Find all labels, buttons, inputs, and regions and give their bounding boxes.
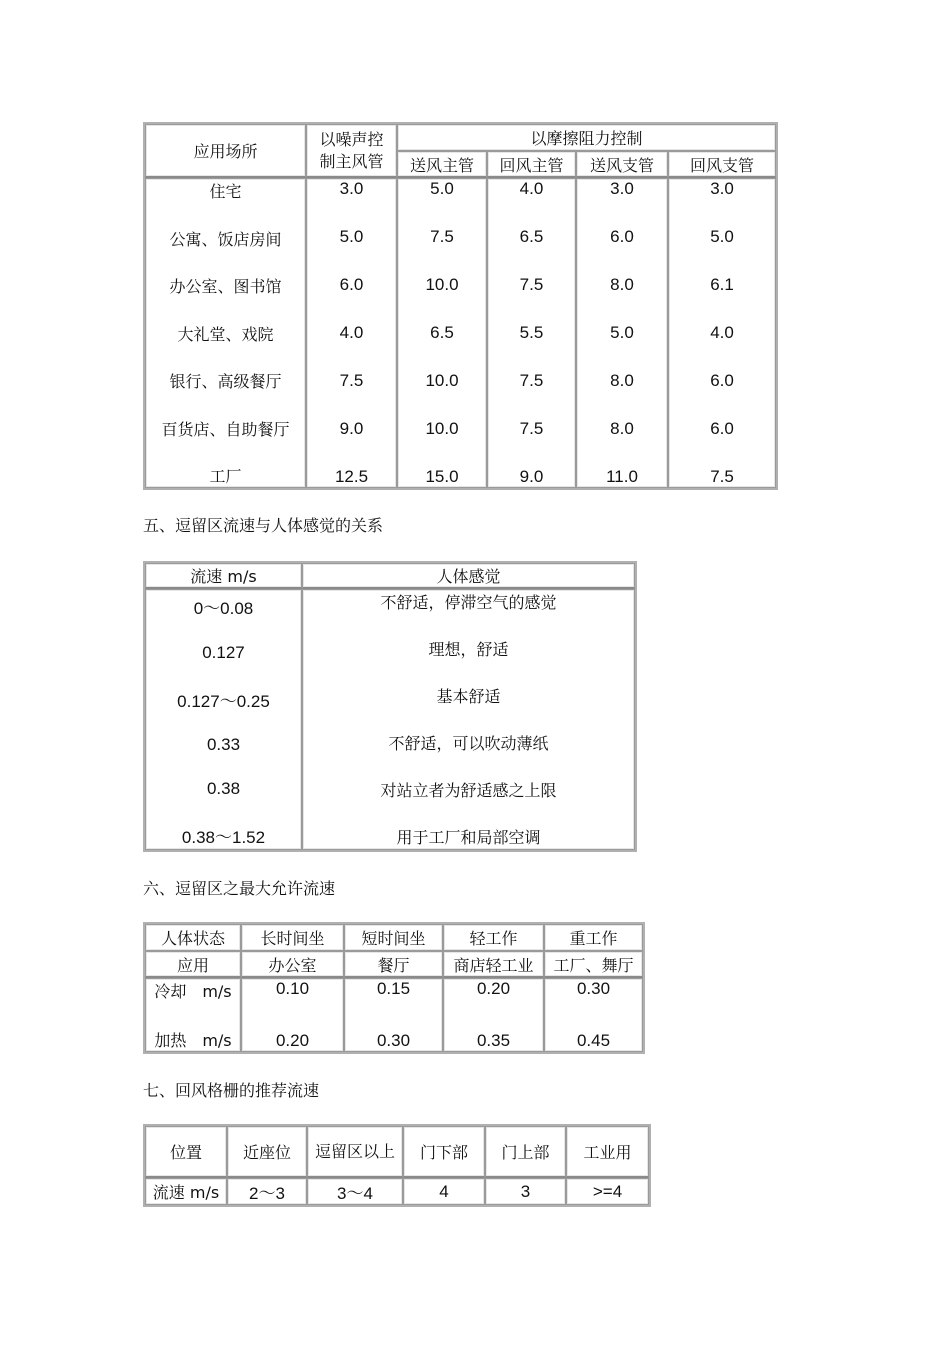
cooling-value: 0.20 — [476, 979, 511, 998]
heavy-work-header: 重工作 — [544, 924, 643, 951]
return-main-value: 4.0 — [519, 179, 544, 198]
restaurant-values — [344, 978, 443, 1052]
supply-main-value: 5.0 — [430, 179, 454, 198]
supply-branch-value: 3.0 — [610, 179, 634, 198]
section7-title: 七、回风格栅的推荐流速 — [143, 1081, 320, 1100]
factory-values — [544, 978, 643, 1052]
supply-main-value: 7.5 — [430, 227, 454, 246]
supply-branch-value: 6.0 — [610, 227, 634, 246]
door-upper-header: 门上部 — [485, 1126, 566, 1178]
feeling-header: 人体感觉 — [302, 563, 635, 589]
venue-cell: 银行、高级餐厅 — [169, 372, 282, 391]
supply-branch-value: 5.0 — [610, 323, 634, 342]
return-branch-value: 5.0 — [710, 227, 734, 246]
return-branch-header: 回风支管 — [668, 151, 776, 178]
above-occupied-zone-header — [307, 1126, 403, 1178]
industrial-header: 工业用 — [566, 1126, 649, 1178]
door-lower-header: 门下部 — [403, 1126, 485, 1178]
supply-main-value: 10.0 — [425, 275, 459, 294]
supply-main-header: 送风主管 — [397, 151, 487, 178]
duct-velocity-table — [143, 122, 778, 490]
return-main-column — [487, 178, 576, 488]
feeling-column — [302, 589, 635, 850]
near-seat-value: 2～3 — [227, 1178, 307, 1205]
return-branch-value: 4.0 — [710, 323, 734, 342]
supply-branch-value: 8.0 — [610, 275, 634, 294]
venue-cell: 工厂 — [209, 467, 242, 486]
supply-main-column — [397, 178, 487, 488]
venue-cell: 办公室、图书馆 — [169, 277, 282, 296]
noise-value: 4.0 — [339, 323, 364, 342]
cooling-label: 冷却 m/s — [154, 982, 232, 1001]
air-speed-feeling-table — [143, 561, 637, 852]
supply-main-value: 10.0 — [425, 371, 459, 390]
supply-main-value: 15.0 — [425, 467, 459, 486]
door-upper-value: 3 — [485, 1178, 566, 1205]
supply-branch-value: 8.0 — [610, 419, 634, 438]
supply-branch-value: 8.0 — [610, 371, 634, 390]
speed-value: 0～0.08 — [193, 599, 254, 618]
cooling-value: 0.15 — [376, 979, 411, 998]
feeling-value: 用于工厂和局部空调 — [396, 828, 541, 847]
supply-main-value: 6.5 — [430, 323, 454, 342]
max-allowed-speed-table — [143, 922, 645, 1054]
noise-value: 3.0 — [339, 179, 364, 198]
supply-branch-column — [576, 178, 668, 488]
return-branch-value: 3.0 — [710, 179, 734, 198]
feeling-value: 不舒适，可以吹动薄纸 — [388, 734, 549, 753]
speed-value: 0.127 — [202, 642, 245, 662]
restaurant-header: 餐厅 — [344, 951, 443, 978]
light-work-header: 轻工作 — [443, 924, 544, 951]
application-header: 应用 — [145, 951, 241, 978]
section5-title: 五、逗留区流速与人体感觉的关系 — [143, 516, 384, 535]
noise-value: 9.0 — [339, 419, 364, 438]
return-grille-speed-table — [143, 1124, 651, 1207]
position-header: 位置 — [145, 1126, 227, 1178]
feeling-value: 对站立者为舒适感之上限 — [380, 781, 557, 800]
office-values — [241, 978, 344, 1052]
near-seat-header: 近座位 — [227, 1126, 307, 1178]
venue-column — [145, 178, 306, 488]
office-header: 办公室 — [241, 951, 344, 978]
speed-column — [145, 589, 302, 850]
venue-cell: 住宅 — [209, 182, 242, 201]
venue-cell: 大礼堂、戏院 — [177, 324, 274, 344]
long-sit-header: 长时间坐 — [241, 924, 344, 951]
return-main-value: 7.5 — [519, 275, 544, 294]
return-main-header: 回风主管 — [487, 151, 576, 178]
return-main-value: 9.0 — [519, 467, 544, 486]
noise-control-header — [306, 124, 397, 178]
speed-header: 流速 m/s — [145, 563, 302, 589]
friction-control-header: 以摩擦阻力控制 — [397, 124, 776, 151]
supply-branch-value: 11.0 — [606, 467, 638, 486]
heating-value: 0.45 — [576, 1031, 611, 1050]
industrial-value: >=4 — [566, 1178, 649, 1205]
speed-label: 流速 m/s — [145, 1178, 227, 1205]
return-main-value: 5.5 — [519, 323, 544, 342]
heating-label: 加热 m/s — [154, 1031, 232, 1050]
noise-column — [306, 178, 397, 488]
venue-header: 应用场所 — [145, 124, 306, 178]
cooling-value: 0.10 — [275, 979, 310, 998]
speed-value: 0.127～0.25 — [177, 691, 270, 711]
heating-value: 0.35 — [476, 1031, 511, 1050]
venue-cell: 百货店、自助餐厅 — [161, 419, 290, 439]
noise-value: 7.5 — [339, 371, 364, 390]
short-sit-header: 短时间坐 — [344, 924, 443, 951]
cooling-value: 0.30 — [576, 979, 611, 998]
return-branch-value: 6.0 — [710, 419, 734, 438]
return-branch-column — [668, 178, 776, 488]
speed-value: 0.38～1.52 — [181, 827, 266, 847]
feeling-value: 不舒适，停滞空气的感觉 — [380, 593, 557, 612]
door-lower-value: 4 — [403, 1178, 485, 1205]
supply-branch-header: 送风支管 — [576, 151, 668, 178]
factory-dancehall-header: 工厂、舞厅 — [544, 951, 643, 978]
noise-value: 5.0 — [339, 227, 364, 246]
noise-control-header-text: 以噪声控制主风管 — [319, 129, 384, 171]
speed-value: 0.33 — [206, 735, 241, 755]
supply-main-value: 10.0 — [425, 419, 459, 438]
feeling-value: 理想，舒适 — [428, 640, 509, 659]
venue-cell: 公寓、饭店房间 — [169, 229, 282, 249]
above-occupied-zone-value: 3～4 — [307, 1178, 403, 1205]
mode-label-column — [145, 978, 241, 1052]
feeling-value: 基本舒适 — [436, 687, 501, 706]
return-main-value: 7.5 — [519, 419, 544, 438]
above-occupied-zone-text: 逗留区以上 — [315, 1141, 396, 1161]
return-branch-value: 6.1 — [710, 275, 734, 294]
speed-value: 0.38 — [206, 779, 241, 799]
heating-value: 0.20 — [275, 1031, 310, 1050]
return-main-value: 6.5 — [519, 227, 544, 246]
shop-values — [443, 978, 544, 1052]
return-main-value: 7.5 — [519, 371, 544, 390]
return-branch-value: 7.5 — [710, 467, 734, 486]
state-header: 人体状态 — [145, 924, 241, 951]
shop-light-industry-header: 商店轻工业 — [443, 951, 544, 978]
noise-value: 12.5 — [334, 467, 369, 486]
return-branch-value: 6.0 — [710, 371, 734, 390]
noise-value: 6.0 — [339, 275, 364, 294]
heating-value: 0.30 — [376, 1031, 411, 1050]
section6-title: 六、逗留区之最大允许流速 — [143, 879, 336, 898]
